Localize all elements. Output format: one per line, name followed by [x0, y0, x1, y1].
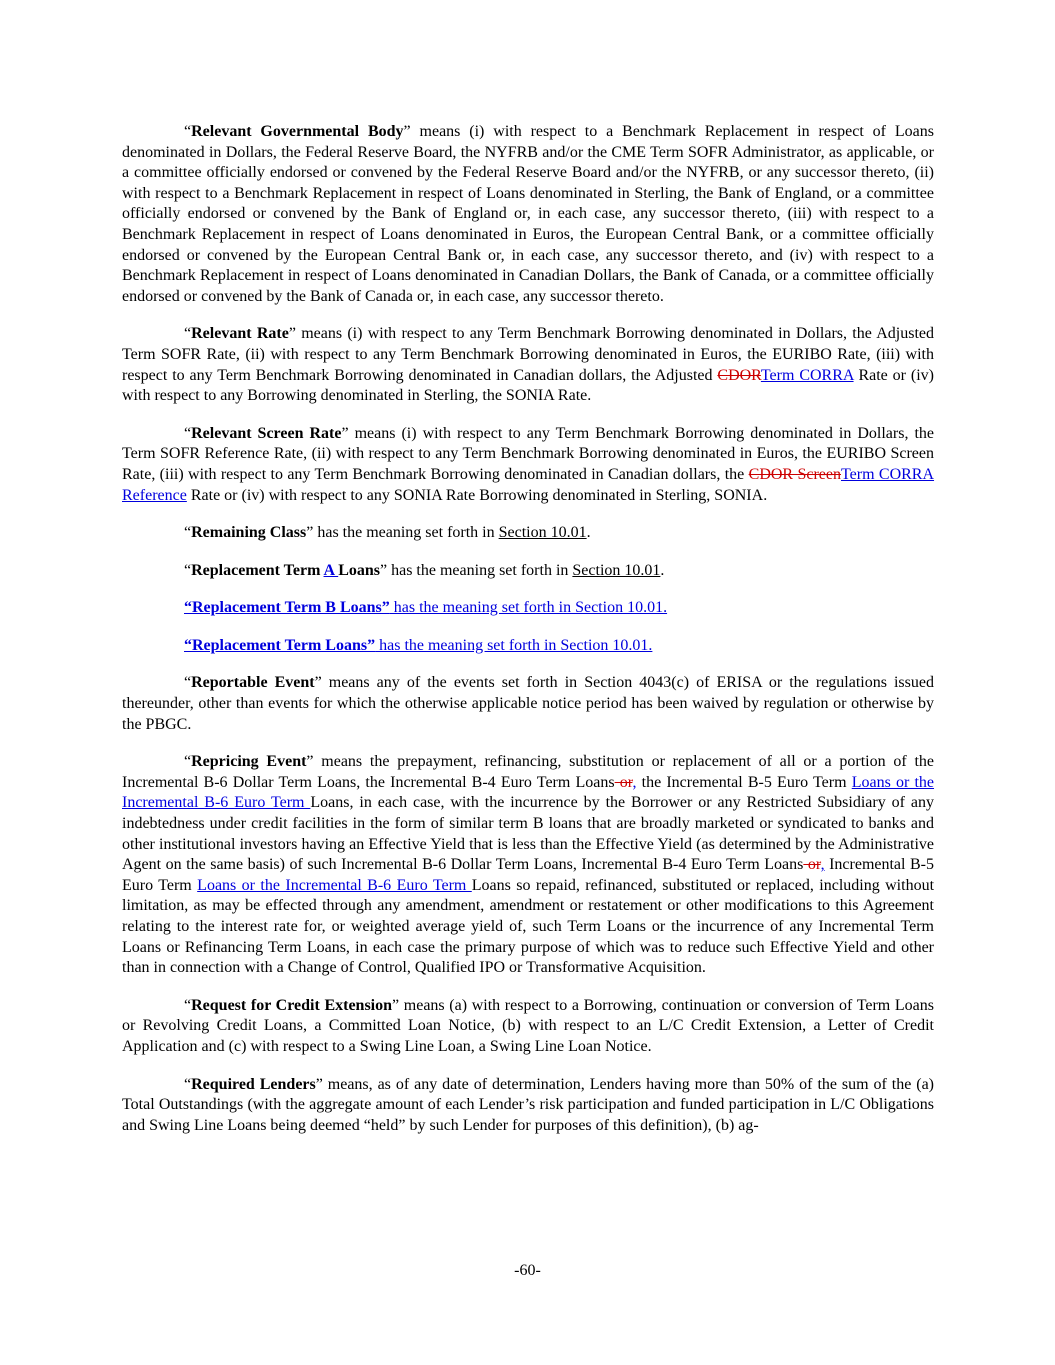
text-run: ” means (a) with respect to a Borrowing, continuation or conversion of Term Loans or Revolving Credit Loans, a Committed Loan Notice, (b) with respect to an L/C Credit Extension, a Letter of Credit Application and (c) with respect to a Swing Line Loan, a Swing Line Loan Notice.: [122, 996, 934, 1055]
inserted-text: ,: [820, 856, 825, 874]
paragraph: [122, 561, 934, 582]
defined-term: Replacement Term: [191, 561, 324, 579]
section-reference: Section 10.01: [572, 561, 661, 579]
paragraph: [122, 636, 934, 657]
text-run: “: [184, 325, 192, 343]
inserted-text: Loans or the Incremental B-6 Euro Term: [122, 773, 935, 812]
text-run: .: [586, 524, 591, 542]
text-run: Rate or (iv) with respect to any SONIA Rate Borrowing denominated in Sterling, SONIA.: [186, 486, 768, 504]
text-run: .: [660, 561, 665, 579]
defined-term: Request for Credit Extension: [191, 996, 393, 1014]
paragraph: [122, 424, 934, 506]
defined-term: Required Lenders: [191, 1075, 316, 1093]
text-run: Incremental B-5 Euro Term: [122, 856, 935, 894]
paragraph: [122, 523, 934, 544]
text-run: “: [184, 674, 192, 692]
text-run: Loans, in each case, with the incurrence by the Borrower or any Restricted Subsidiary of any indebtedness under credit facilities in the form of similar term B loans that are broadly marketed or syndicated to banks and other institutional investors having an Effective Yield that is less than the Effective Yield (as determined by the Administrative Agent on the same basis) of such Incremental B-6 Dollar Term Loans, Incremental B-4 Euro Term Loans: [122, 794, 934, 874]
text-run: “: [184, 561, 192, 579]
section-reference: Section 10.01: [498, 524, 587, 542]
page-number: -60-: [514, 1262, 541, 1279]
inserted-defined-term: “Replacement Term B Loans”: [184, 599, 390, 617]
text-run: ” means (i) with respect to any Term Benchmark Borrowing denominated in Dollars, the Adjusted Term SOFR Rate, (ii) with respect to any Term Benchmark Borrowing denominated in Euros, the EURIBO Rate, (iii) with respect to any Term Benchmark Borrowing denominated in Canadian dollars, the Adjusted: [122, 325, 934, 384]
paragraph: [122, 122, 934, 307]
deleted-text: or: [614, 773, 633, 791]
inserted-defined-term: “Replacement Term Loans”: [184, 636, 376, 654]
text-run: Loans so repaid, refinanced, substituted or replaced, including without limitation, as may be effected through any amendment, amendment or restatement or other modifications to this Agreement relating to the interest rate for, or weighted average yield of, such Term Loans or the incurrence of any Incremental Term Loans or Refinancing Term Loans, in each case the primary purpose of which was to reduce such Effective Yield and other than in connection with a Change of Control, Qualified IPO or Transformative Acquisition.: [122, 876, 935, 977]
paragraph: [122, 996, 934, 1058]
inserted-text: Term CORRA: [760, 366, 854, 384]
text-run: “: [184, 424, 192, 442]
inserted-defined-term: A: [323, 561, 339, 579]
paragraph: [122, 598, 934, 619]
defined-term: Relevant Screen Rate: [191, 424, 342, 442]
inserted-text: Loans or the Incremental B-6 Euro Term: [197, 876, 472, 894]
paragraph: [122, 324, 934, 406]
deleted-text: or: [803, 856, 821, 874]
defined-term: Reportable Event: [191, 674, 315, 692]
text-run: “: [184, 524, 192, 542]
deleted-text: CDOR: [717, 366, 761, 384]
text-run: “: [184, 123, 192, 140]
text-run: “: [184, 1075, 192, 1093]
text-run: ” means (i) with respect to a Benchmark Replacement in respect of Loans denominated in Dollars, the Federal Reserve Board, the NYFRB and/or the CME Term SOFR Administrator, as applicable, or a committee officially endorsed or convened by the Federal Reserve Board and/or the NYFRB, or any successor thereto, (ii) with respect to a Benchmark Replacement in respect of Loans denominated in Sterling, the Bank of England, or a committee officially endorsed or convened by the Bank of England or, in each case, any successor thereto, (iii) with respect to a Benchmark Replacement in respect of Loans denominated in Euros, the European Central Bank, or a committee officially endorsed or convened by the European Central Bank or, in each case, any successor thereto, and (iv) with respect to a Benchmark Replacement in respect of Loans denominated in Canadian Dollars, the Bank of Canada, or a committee officially endorsed or convened by the Bank of Canada or, in each case, any successor thereto.: [122, 123, 934, 305]
paragraph: [122, 673, 934, 735]
defined-term: Repricing Event: [191, 753, 307, 771]
text-run: “: [184, 996, 192, 1014]
text-run: ” means the prepayment, refinancing, substitution or replacement of all or a portion of the Incremental B-6 Dollar Term Loans, the Incremental B-4 Euro Term Loans: [122, 753, 935, 791]
text-run: Rate or (iv) with respect to any Borrowing denominated in Sterling, the SONIA Rate.: [122, 366, 934, 405]
inserted-text: has the meaning set forth in Section 10.01.: [389, 599, 668, 617]
text-run: ” means (i) with respect to any Term Benchmark Borrowing denominated in Dollars, the Term SOFR Reference Rate, (ii) with respect to any Term Benchmark Borrowing denominated in Euros, the EURIBO Screen Rate, (iii) with respect to any Term Benchmark Borrowing denominated in Canadian dollars, the: [122, 424, 935, 483]
paragraph: [122, 1075, 934, 1137]
text-run: ” means, as of any date of determination, Lenders having more than 50% of the sum of the (a) Total Outstandings (with the aggregate amount of each Lender’s risk participation and funded participation in L/C Obligations and Swing Line Loans being deemed “held” by such Lender for purposes of this definition), (b) ag-: [122, 1075, 934, 1134]
text-run: ” has the meaning set forth in: [306, 524, 499, 542]
text-run: ” has the meaning set forth in: [380, 561, 573, 579]
defined-term: Remaining Class: [191, 524, 307, 542]
paragraph: [122, 752, 934, 979]
defined-term: Loans: [338, 561, 380, 579]
text-run: ” means any of the events set forth in Section 4043(c) of ERISA or the regulations issued thereunder, other than events for which the otherwise applicable notice period has been waived by regulation or otherwise by the PBGC.: [122, 674, 934, 733]
inserted-text: has the meaning set forth in Section 10.01.: [375, 636, 653, 654]
document-body: [122, 122, 934, 1153]
deleted-text: CDOR Screen: [748, 465, 841, 483]
defined-term: Relevant Rate: [191, 325, 289, 343]
defined-term: Relevant Governmental Body: [191, 123, 404, 140]
inserted-text: ,: [632, 773, 637, 791]
inserted-text: Term CORRA Reference: [122, 465, 935, 504]
text-run: the Incremental B-5 Euro Term: [636, 773, 852, 791]
text-run: “: [184, 753, 192, 771]
